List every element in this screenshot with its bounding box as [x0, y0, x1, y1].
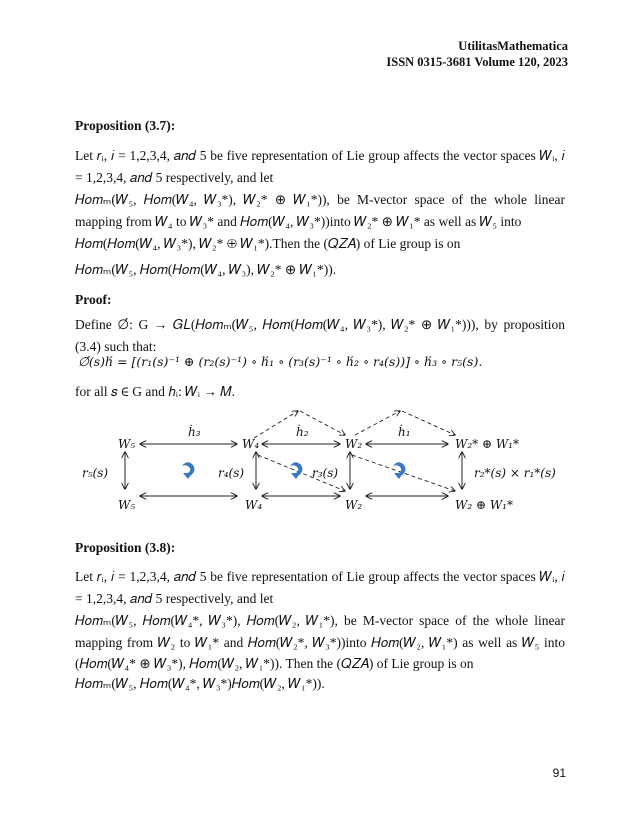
- proof-heading: Proof:: [75, 292, 112, 307]
- proposition-3-8-paragraph-3: 𝐻𝑜𝑚ₘ(𝑊₅, 𝐻𝑜𝑚(𝑊₄*, 𝑊₃*)𝐻𝑜𝑚(𝑊₂, 𝑊₁*)).: [75, 676, 325, 691]
- proposition-3-8-paragraph-2: 𝐻𝑜𝑚ₘ(𝑊₅, 𝐻𝑜𝑚(𝑊₄*, 𝑊₃*), 𝐻𝑜𝑚(𝑊₂, 𝑊₁*), be M-vector space of the whole linear mapping from 𝑊₂ to 𝑊₁* and 𝐻𝑜𝑚(𝑊₂*, 𝑊₃*))into 𝐻𝑜𝑚(𝑊₂, 𝑊₁*) as well as 𝑊₅ into (𝐻𝑜𝑚(𝑊₄* ⊕ 𝑊₃*), 𝐻𝑜𝑚(𝑊₂, 𝑊₁*)). Then the (𝑄𝑍𝐴) of Lie group is on: [75, 613, 565, 671]
- proof-define: Define ∅́: G → 𝐺𝐿(𝐻𝑜𝑚ₘ(𝑊₅, 𝐻𝑜𝑚(𝐻𝑜𝑚(𝑊₄, 𝑊₃*), 𝑊₂* ⊕ 𝑊₁*))), by proposition (3.4) such that:: [75, 317, 565, 354]
- proposition-3-7-paragraph-3: 𝐻𝑜𝑚(𝐻𝑜𝑚(𝑊₄, 𝑊₃*), 𝑊₂* ⊕ 𝑊₁*).Then the (𝑄𝑍𝐴) of Lie group is on: [75, 236, 461, 251]
- node-w2-top: W₂: [345, 437, 363, 451]
- commutes-swirl-icon: [393, 462, 405, 479]
- commutes-swirl-icon: [290, 462, 302, 479]
- proof-equation: ∅́(𝑠)ℎ́ = [(𝑟₁(𝑠)⁻¹ ⊕ (𝑟₂(𝑠)⁻¹) ∘ ℎ́₁ ∘ (𝑟₃(𝑠)⁻¹ ∘ ℎ́₂ ∘ 𝑟₄(𝑠))] ∘ ℎ́₃ ∘ 𝑟₅(𝑠).: [78, 354, 483, 369]
- node-w2-bottom: W₂: [345, 498, 363, 512]
- proposition-3-7-paragraph-2: 𝐻𝑜𝑚ₘ(𝑊₅, 𝐻𝑜𝑚(𝑊₄, 𝑊₃*), 𝑊₂* ⊕ 𝑊₁*)), be M-vector space of the whole linear mapping from 𝑊₄ to 𝑊₃* and 𝐻𝑜𝑚(𝑊₄, 𝑊₃*))into 𝑊₂* ⊕ 𝑊₁* as well as 𝑊₅ into: [75, 192, 565, 229]
- label-h1: ḣ₁: [398, 425, 411, 439]
- node-w4-bottom: W₄: [245, 498, 263, 512]
- proposition-3-7-paragraph-1: Let 𝑟ᵢ, 𝑖 = 1,2,3,4, 𝑎𝑛𝑑 5 be five representation of Lie group affects the vector spaces 𝑊ᵢ, 𝑖 = 1,2,3,4, 𝑎𝑛𝑑 5 respectively, and let: [75, 148, 565, 185]
- journal-name: UtilitasMathematica: [458, 39, 568, 53]
- label-r4: r₄(s): [218, 466, 245, 480]
- issn-volume: ISSN 0315-3681 Volume 120, 2023: [386, 55, 568, 69]
- dashed-arrow-1: [254, 411, 298, 438]
- node-w5-top: W₅: [118, 437, 136, 451]
- proposition-3-8-heading: Proposition (3.8):: [75, 540, 176, 555]
- page-number: 91: [552, 766, 566, 780]
- label-r3: r₃(s): [312, 466, 339, 480]
- label-r5: r₅(s): [82, 466, 109, 480]
- node-w21-bottom: W₂ ⊕ W₁*: [455, 498, 513, 512]
- proof-forall: for all 𝑠 ∈ G and ℎᵢ: 𝑊ᵢ → 𝑀.: [75, 384, 236, 399]
- node-w4-top: W₄: [242, 437, 260, 451]
- commutative-diagram: [0, 405, 638, 525]
- label-h2: ḣ₂: [296, 425, 309, 439]
- proposition-3-8-paragraph-1: Let 𝑟ᵢ, 𝑖 = 1,2,3,4, 𝑎𝑛𝑑 5 be five representation of Lie group affects the vector spaces 𝑊ᵢ, 𝑖 = 1,2,3,4, 𝑎𝑛𝑑 5 respectively, and let: [75, 569, 565, 606]
- proposition-3-7-heading: Proposition (3.7):: [75, 118, 176, 133]
- dashed-arrow-3: [355, 411, 400, 435]
- node-w21-top: W₂* ⊕ W₁*: [455, 437, 519, 451]
- label-r21: r₂*(s) × r₁*(s): [474, 466, 556, 480]
- proposition-3-7-paragraph-4: 𝐻𝑜𝑚ₘ(𝑊₅, 𝐻𝑜𝑚(𝐻𝑜𝑚(𝑊₄, 𝑊₃), 𝑊₂* ⊕ 𝑊₁*)).: [75, 262, 337, 277]
- commutes-swirl-icon: [182, 462, 194, 479]
- label-h3: ḣ₃: [188, 425, 201, 439]
- node-w5-bottom: W₅: [118, 498, 136, 512]
